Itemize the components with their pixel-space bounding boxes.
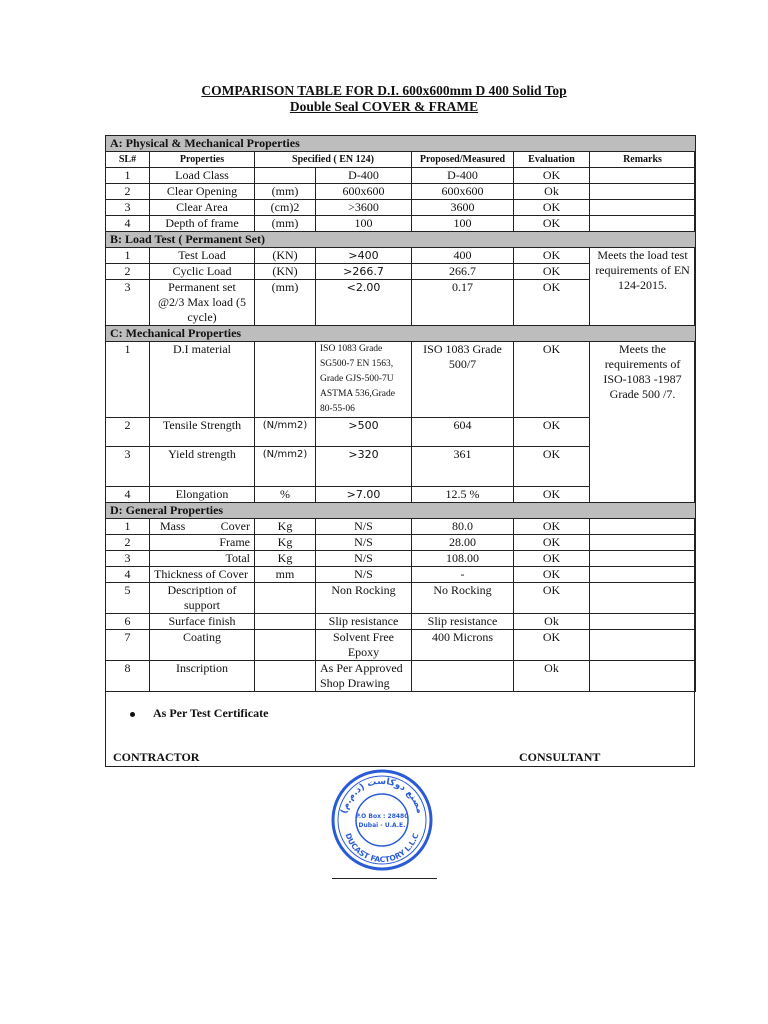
cell-property: Coating (150, 630, 255, 661)
cell-unit: (N/mm2) (255, 418, 316, 447)
header-properties: Properties (150, 152, 255, 168)
header-evaluation: Evaluation (514, 152, 590, 168)
table-row (106, 168, 696, 184)
cell-specified: 100 (316, 216, 412, 232)
table-row (106, 630, 696, 661)
cell-evaluation: OK (514, 630, 590, 661)
cell-evaluation: OK (514, 216, 590, 232)
comparison-table (105, 135, 696, 692)
cell-unit: Kg (255, 535, 316, 551)
cell-unit (255, 630, 316, 661)
header-row (106, 152, 696, 168)
cell-specified: >266.7 (316, 264, 412, 280)
cell-measured: 12.5 % (412, 487, 514, 503)
cell-sl: 2 (106, 264, 150, 280)
cell-measured: - (412, 567, 514, 583)
cell-remarks (590, 216, 696, 232)
cell-evaluation: OK (514, 418, 590, 447)
cell-unit: (mm) (255, 280, 316, 326)
cell-unit (255, 661, 316, 692)
cell-specified: Slip resistance (316, 614, 412, 630)
cell-measured: 266.7 (412, 264, 514, 280)
cell-specified: <2.00 (316, 280, 412, 326)
cell-evaluation: OK (514, 519, 590, 535)
cell-sl: 3 (106, 200, 150, 216)
cell-evaluation: OK (514, 168, 590, 184)
stamp-arabic-text: مصنع دوكاست (ذ.م.م) (339, 776, 425, 815)
cell-measured: 100 (412, 216, 514, 232)
cell-unit: (cm)2 (255, 200, 316, 216)
cell-property (150, 519, 255, 535)
cell-sl: 1 (106, 168, 150, 184)
cell-evaluation: OK (514, 567, 590, 583)
cell-property: Permanent set @2/3 Max load (5 cycle) (150, 280, 255, 326)
cell-sl: 2 (106, 184, 150, 200)
cell-specified: >7.00 (316, 487, 412, 503)
cell-specified: As Per Approved Shop Drawing (316, 661, 412, 692)
table-row (106, 567, 696, 583)
cell-sl: 4 (106, 567, 150, 583)
table-row (106, 583, 696, 614)
cell-property: Description of support (150, 583, 255, 614)
bullet-icon (130, 712, 135, 717)
cell-unit (255, 583, 316, 614)
table-row (106, 551, 696, 567)
table-row (106, 248, 696, 264)
cell-evaluation: OK (514, 583, 590, 614)
cell-unit: mm (255, 567, 316, 583)
stamp-underline (332, 878, 437, 879)
cell-measured: D-400 (412, 168, 514, 184)
cell-remarks (590, 184, 696, 200)
stamp-pobox: P.O Box : 28480 (355, 813, 409, 820)
cell-measured: 604 (412, 418, 514, 447)
document-title-line-2: Double Seal COVER & FRAME (289, 99, 479, 114)
section-c-row (106, 326, 696, 342)
cell-unit: Kg (255, 519, 316, 535)
cell-property: Thickness of Cover (150, 567, 255, 583)
cell-specified: N/S (316, 551, 412, 567)
cell-measured: 600x600 (412, 184, 514, 200)
cell-measured: 0.17 (412, 280, 514, 326)
cell-evaluation: OK (514, 487, 590, 503)
table-row (106, 535, 696, 551)
document-title-line-1: COMPARISON TABLE FOR D.I. 600x600mm D 400 Solid Top (201, 83, 567, 98)
cell-measured (412, 661, 514, 692)
cell-property: Inscription (150, 661, 255, 692)
section-b-heading: B: Load Test ( Permanent Set) (106, 232, 696, 248)
cell-sl: 4 (106, 216, 150, 232)
section-b-row (106, 232, 696, 248)
cell-property: Total (150, 551, 255, 567)
cell-sl: 1 (106, 519, 150, 535)
cell-remarks (590, 519, 696, 535)
cell-specified: >500 (316, 418, 412, 447)
table-row (106, 216, 696, 232)
section-a-row (106, 136, 696, 152)
section-a-heading: A: Physical & Mechanical Properties (106, 136, 696, 152)
cell-specified: N/S (316, 535, 412, 551)
cell-remarks (590, 661, 696, 692)
section-d-heading: D: General Properties (106, 503, 696, 519)
cell-sl: 4 (106, 487, 150, 503)
header-specified: Specified ( EN 124) (255, 152, 412, 168)
cell-property: Surface finish (150, 614, 255, 630)
mass-sub-label: Cover (220, 519, 250, 533)
cell-evaluation: Ok (514, 184, 590, 200)
cell-property: Elongation (150, 487, 255, 503)
stamp-city: Dubai - U.A.E. (358, 822, 406, 829)
cell-property: Cyclic Load (150, 264, 255, 280)
cell-measured: 3600 (412, 200, 514, 216)
cell-property: Tensile Strength (150, 418, 255, 447)
cell-specified: D-400 (316, 168, 412, 184)
cell-remarks (590, 630, 696, 661)
header-proposed: Proposed/Measured (412, 152, 514, 168)
remarks-mechanical: Meets the requirements of ISO-1083 -1987 Grade 500 /7. (590, 342, 696, 503)
cell-remarks (590, 535, 696, 551)
cell-evaluation: Ok (514, 614, 590, 630)
stamp-inner-ring (356, 794, 408, 846)
cell-measured: 400 Microns (412, 630, 514, 661)
cell-unit: (mm) (255, 216, 316, 232)
cell-remarks (590, 583, 696, 614)
cell-evaluation: OK (514, 248, 590, 264)
cell-evaluation: OK (514, 280, 590, 326)
cell-property: Test Load (150, 248, 255, 264)
table-row (106, 519, 696, 535)
cell-property: Clear Area (150, 200, 255, 216)
section-c-heading: C: Mechanical Properties (106, 326, 696, 342)
table-row (106, 661, 696, 692)
stamp-text (340, 777, 425, 864)
contractor-signature-line (105, 766, 330, 767)
cell-unit: (KN) (255, 248, 316, 264)
cell-evaluation: OK (514, 200, 590, 216)
cell-property: Frame (150, 535, 255, 551)
cell-sl: 6 (106, 614, 150, 630)
section-d-row (106, 503, 696, 519)
cell-specified: N/S (316, 567, 412, 583)
certificate-note-text: As Per Test Certificate (153, 706, 269, 720)
cell-specified: Non Rocking (316, 583, 412, 614)
cell-measured: Slip resistance (412, 614, 514, 630)
remarks-load-test: Meets the load test requirements of EN 124-2015. (590, 248, 696, 326)
cell-measured: 108.00 (412, 551, 514, 567)
cell-sl: 7 (106, 630, 150, 661)
cell-measured: ISO 1083 Grade 500/7 (412, 342, 514, 418)
cell-specified: N/S (316, 519, 412, 535)
cell-sl: 3 (106, 447, 150, 487)
cell-remarks (590, 614, 696, 630)
consultant-signature-line (438, 766, 695, 767)
header-sl: SL# (106, 152, 150, 168)
cell-property: Depth of frame (150, 216, 255, 232)
cell-remarks (590, 200, 696, 216)
cell-property: Clear Opening (150, 184, 255, 200)
cell-evaluation: Ok (514, 661, 590, 692)
cell-unit: Kg (255, 551, 316, 567)
cell-evaluation: OK (514, 264, 590, 280)
contractor-label: CONTRACTOR (113, 750, 200, 764)
cell-evaluation: OK (514, 342, 590, 418)
cell-property: D.I material (150, 342, 255, 418)
cell-sl: 5 (106, 583, 150, 614)
cell-sl: 1 (106, 248, 150, 264)
cell-measured: 400 (412, 248, 514, 264)
cell-sl: 8 (106, 661, 150, 692)
cell-specified: >3600 (316, 200, 412, 216)
cell-specified: >320 (316, 447, 412, 487)
cell-unit: % (255, 487, 316, 503)
cell-unit (255, 168, 316, 184)
cell-sl: 3 (106, 551, 150, 567)
stamp-company-name: DUCAST FACTORY L.L.C (343, 831, 421, 865)
cell-sl: 3 (106, 280, 150, 326)
cell-measured: 361 (412, 447, 514, 487)
stamp-middle-ring (338, 776, 426, 864)
cell-measured: No Rocking (412, 583, 514, 614)
cell-specified: >400 (316, 248, 412, 264)
cell-measured: 28.00 (412, 535, 514, 551)
table-row (106, 342, 696, 418)
cell-property: Load Class (150, 168, 255, 184)
cell-evaluation: OK (514, 447, 590, 487)
header-remarks: Remarks (590, 152, 696, 168)
cell-unit (255, 614, 316, 630)
table-row (106, 614, 696, 630)
cell-remarks (590, 551, 696, 567)
cell-sl: 2 (106, 418, 150, 447)
mass-label: Mass (160, 519, 186, 533)
table-row (106, 184, 696, 200)
certificate-note (130, 706, 268, 721)
cell-specified: 600x600 (316, 184, 412, 200)
table-row (106, 200, 696, 216)
cell-unit: (N/mm2) (255, 447, 316, 487)
company-stamp (330, 768, 434, 872)
cell-remarks (590, 168, 696, 184)
cell-unit: (KN) (255, 264, 316, 280)
cell-sl: 1 (106, 342, 150, 418)
cell-specified: Solvent Free Epoxy (316, 630, 412, 661)
consultant-label: CONSULTANT (519, 750, 601, 764)
cell-sl: 2 (106, 535, 150, 551)
cell-evaluation: OK (514, 535, 590, 551)
cell-property: Yield strength (150, 447, 255, 487)
cell-remarks (590, 567, 696, 583)
cell-unit: (mm) (255, 184, 316, 200)
cell-evaluation: OK (514, 551, 590, 567)
cell-unit (255, 342, 316, 418)
cell-specified: ISO 1083 Grade SG500-7 EN 1563, Grade GJS-500-7U ASTMA 536,Grade 80-55-06 (316, 342, 412, 418)
cell-measured: 80.0 (412, 519, 514, 535)
